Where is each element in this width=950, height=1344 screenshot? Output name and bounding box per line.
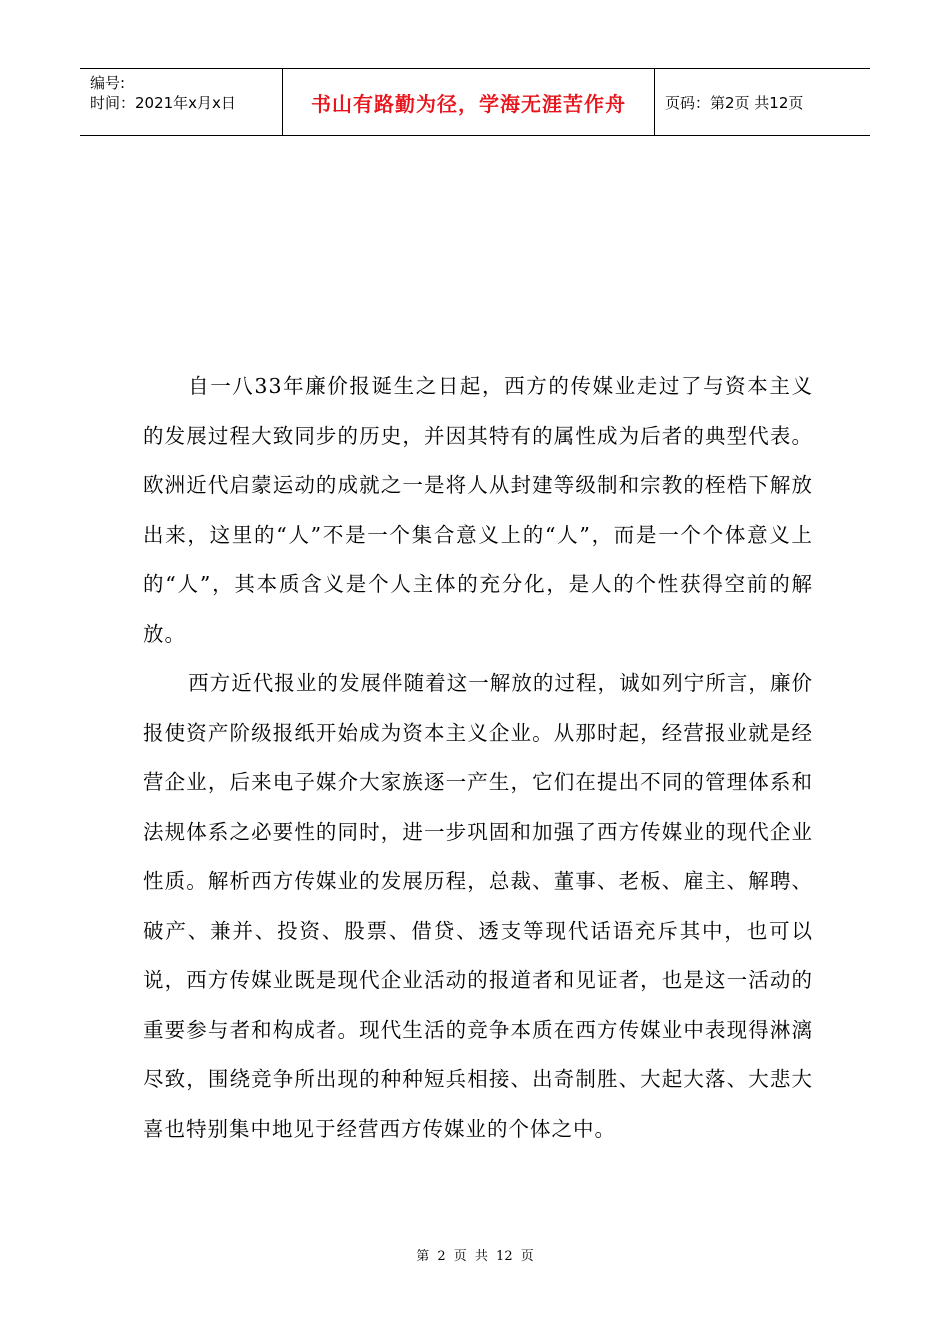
body-paragraph: 西方近代报业的发展伴随着这一解放的过程，诚如列宁所言，廉价报使资产阶级报纸开始成为资本主义企业。从那时起，经营报业就是经营企业，后来电子媒介大家族逐一产生，它们在提出不同的管理体系和法规体系之必要性的同时，进一步巩固和加强了西方传媒业的现代企业性质。解析西方传媒业的发展历程，总裁、董事、老板、雇主、解聘、破产、兼并、投资、股票、借贷、透支等现代话语充斥其中，也可以说，西方传媒业既是现代企业活动的报道者和见证者，也是这一活动的重要参与者和构成者。现代生活的竞争本质在西方传媒业中表现得淋漓尽致，围绕竞争所出现的种种短兵相接、出奇制胜、大起大落、大悲大喜也特别集中地见于经营西方传媒业的个体之中。 xyxy=(143,671,813,1141)
document-date: 时间：2021年x月x日 xyxy=(90,94,236,112)
document-body xyxy=(143,362,813,1154)
header-motto: 书山有路勤为径，学海无涯苦作舟 xyxy=(282,69,655,135)
document-number-label: 编号: xyxy=(90,74,126,92)
body-paragraph: 自一八33年廉价报诞生之日起，西方的传媒业走过了与资本主义的发展过程大致同步的历史，并因其特有的属性成为后者的典型代表。欧洲近代启蒙运动的成就之一是将人从封建等级制和宗教的桎梏下解放出来，这里的“人”不是一个集合意义上的“人”，而是一个个体意义上的“人”，其本质含义是个人主体的充分化，是人的个性获得空前的解放。 xyxy=(143,374,813,646)
header-page-info: 页码：第2页 共12页 xyxy=(665,93,804,112)
page-footer: 第 2 页 共 12 页 xyxy=(416,1249,534,1264)
page-header xyxy=(80,68,870,136)
header-meta xyxy=(80,69,282,135)
